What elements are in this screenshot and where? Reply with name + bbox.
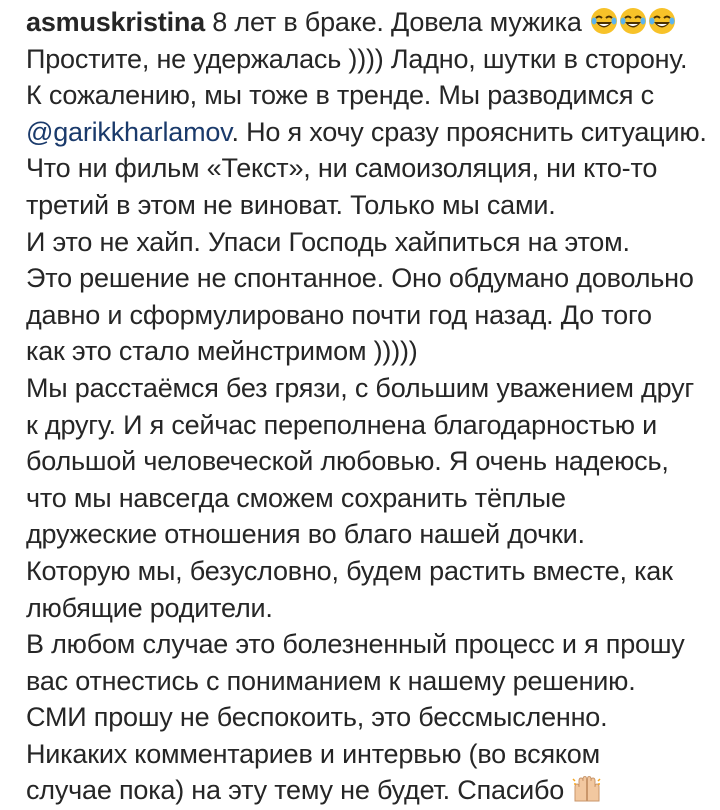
caption-line-11: Мы расстаёмся без грязи, с большим уважением друг — [26, 372, 695, 403]
caption-line-13: большой человеческой любовью. Я очень надеюсь, — [26, 446, 669, 477]
caption-line-3: К сожалению, мы тоже в тренде. Мы разводимся с — [26, 80, 654, 111]
caption-line-2: Простите, не удержалась )))) Ладно, шутки в сторону. — [26, 43, 688, 74]
caption-line-21: Никаких комментариев и интервью (во всяком — [26, 738, 600, 769]
caption-line-17: любящие родители. — [26, 592, 273, 623]
caption-line-7: И это не хайп. Упаси Господь хайпиться на этом. — [26, 226, 630, 257]
caption-line-15: дружеские отношения во благо нашей дочки. — [26, 519, 585, 550]
caption-line-5: Что ни фильм «Текст», ни самоизоляция, ни кто-то — [26, 153, 658, 184]
caption-line-19: вас отнестись с пониманием к нашему решению. — [26, 665, 636, 696]
mention-link[interactable]: @garikkharlamov — [26, 116, 232, 147]
raising-hands-emoji-icon — [572, 775, 602, 803]
caption-line-10: как это стало мейнстримом ))))) — [26, 336, 418, 367]
caption-line-8: Это решение не спонтанное. Оно обдумано довольно — [26, 263, 694, 294]
caption-text: . Но я хочу сразу прояснить ситуацию. — [231, 116, 707, 147]
caption-line-18: В любом случае это болезненный процесс и я прошу — [26, 629, 685, 660]
laughing-with-tears-emoji-icon — [648, 7, 676, 35]
post-caption — [26, 4, 716, 809]
laughing-with-tears-emoji-icon — [619, 7, 647, 35]
laughing-with-tears-emoji-icon — [590, 7, 618, 35]
caption-line-6: третий в этом не виноват. Только мы сами. — [26, 189, 556, 220]
caption-text: 8 лет в браке. Довела мужика — [205, 7, 590, 37]
caption-line-14: что мы навсегда сможем сохранить тёплые — [26, 482, 566, 513]
caption-line-16: Которую мы, безусловно, будем растить вместе, как — [26, 555, 673, 586]
caption-line-20: СМИ прошу не беспокоить, это бессмысленно. — [26, 702, 608, 733]
caption-line-12: к другу. И я сейчас переполнена благодарностью и — [26, 409, 658, 440]
username-link[interactable]: asmuskristina — [26, 7, 205, 37]
caption-line-4 — [26, 114, 716, 151]
caption-line-1 — [26, 4, 716, 41]
caption-line-22 — [26, 772, 716, 809]
caption-text: случае пока) на эту тему не будет. Спасибо — [26, 775, 572, 806]
caption-line-9: давно и сформулировано почти год назад. До того — [26, 299, 652, 330]
